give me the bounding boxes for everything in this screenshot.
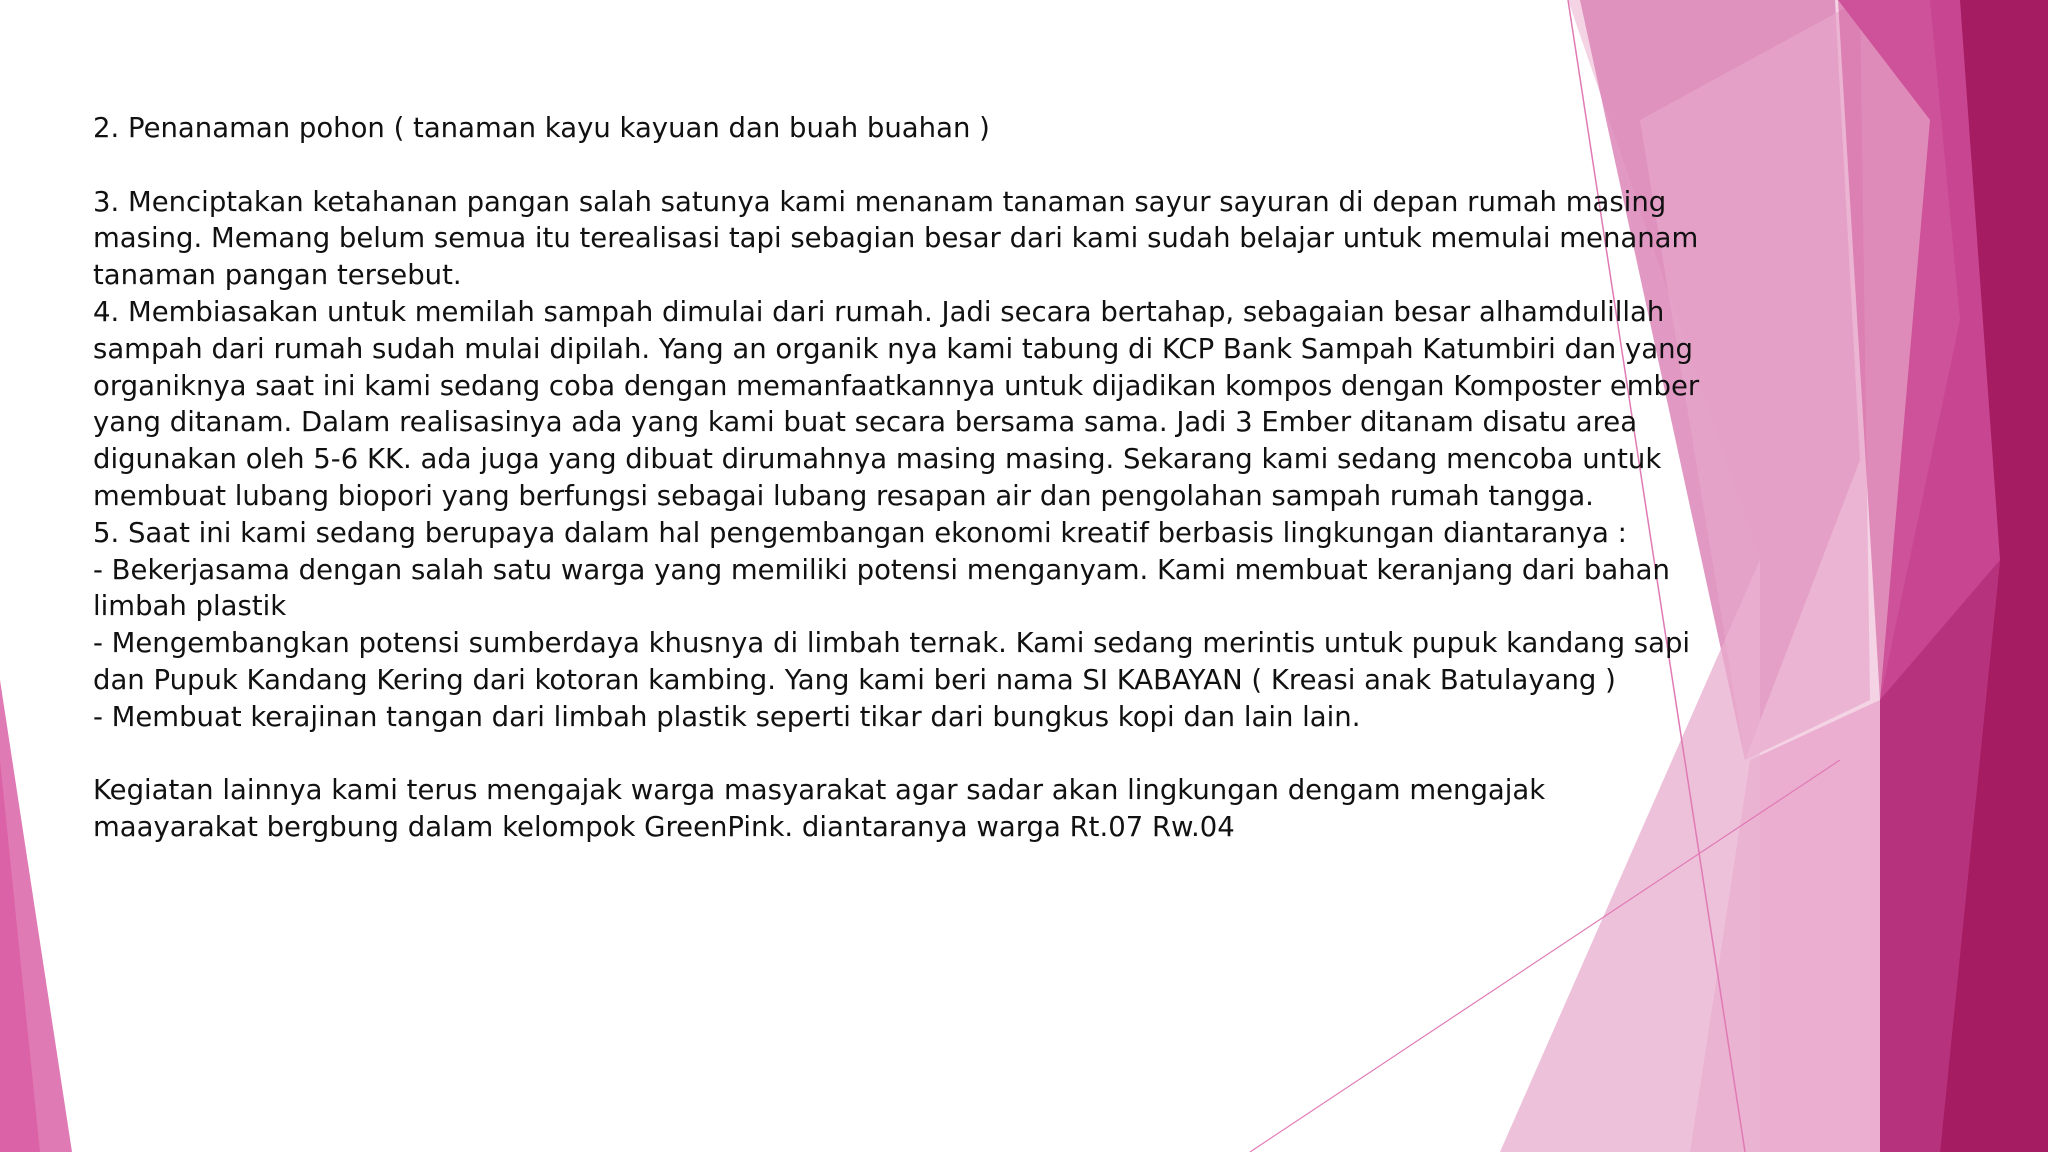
paragraph-point-5: 5. Saat ini kami sedang berupaya dalam hal pengembangan ekonomi kreatif berbasis lingkungan diantaranya :: [93, 516, 1627, 549]
paragraph-spacer: [93, 736, 1713, 773]
slide-body-text: [93, 110, 1713, 846]
paragraph-point-2: 2. Penanaman pohon ( tanaman kayu kayuan dan buah buahan ): [93, 112, 990, 144]
bullet-handicraft: - Membuat kerajinan tangan dari limbah plastik seperti tikar dari bungkus kopi dan lain lain.: [93, 700, 1361, 733]
bullet-weaving: - Bekerjasama dengan salah satu warga yang memiliki potensi menganyam. Kami membuat keranjang dari bahan limbah plastik: [93, 553, 1670, 623]
paragraph-point-3: 3. Menciptakan ketahanan pangan salah satunya kami menanam tanaman sayur sayuran di depan rumah masing masing. Memang belum semua itu terealisasi tapi sebagian besar dari kami sudah belajar untuk memulai menanam tanaman pangan tersebut.: [93, 185, 1699, 292]
bullet-fertilizer: - Mengembangkan potensi sumberdaya khusnya di limbah ternak. Kami sedang merintis untuk pupuk kandang sapi dan Pupuk Kandang Kering dari kotoran kambing. Yang kami beri nama SI KABAYAN ( Kreasi anak Batulayang ): [93, 627, 1691, 696]
paragraph-other-activities: Kegiatan lainnya kami terus mengajak warga masyarakat agar sadar akan lingkungan dengam mengajak maayarakat bergbung dalam kelompok GreenPink. diantaranya warga Rt.07 Rw.04: [93, 774, 1546, 844]
paragraph-point-4: 4. Membiasakan untuk memilah sampah dimulai dari rumah. Jadi secara bertahap, sebagaian besar alhamdulillah sampah dari rumah sudah mulai dipilah. Yang an organik nya kami tabung di KCP Bank Sampah Katumbiri dan yang organiknya saat ini kami sedang coba dengan memanfaatkannya untuk dijadikan kompos dengan Komposter ember yang ditanam. Dalam realisasinya ada yang kami buat secara bersama sama. Jadi 3 Ember ditanam disatu area digunakan oleh 5-6 KK. ada juga yang dibuat dirumahnya masing masing. Sekarang kami sedang mencoba untuk membuat lubang biopori yang berfungsi sebagai lubang resapan air dan pengolahan sampah rumah tangga.: [93, 295, 1700, 512]
paragraph-spacer: [93, 147, 1713, 184]
